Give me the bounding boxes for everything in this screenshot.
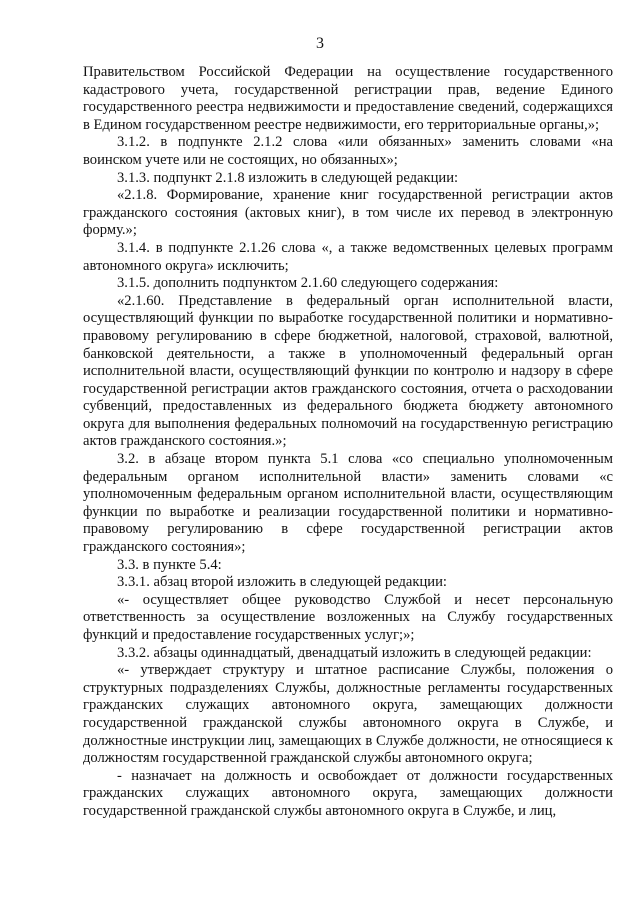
paragraph-3-1-2: 3.1.2. в подпункте 2.1.2 слова «или обязанных» заменить словами «на воинском учете или не состоящих, но обязанных»;: [83, 134, 613, 168]
paragraph-2-1-60: «2.1.60. Представление в федеральный орган исполнительной власти, осуществляющий функции по выработке государственной политики и нормативно-правовому регулированию в сфере бюджетной, налоговой, страховой, валютной, банковской деятельности, а также в уполномоченный федеральный орган исполнительной власти, осуществляющий функции по контролю и надзору в сфере государственной регистрации актов гражданского состояния, отчета о расходовании субвенций, предоставленных из федерального бюджета бюджету автономного округа для выполнения федеральных полномочий на государственную регистрацию актов гражданского состояния.»;: [83, 292, 613, 450]
paragraph-3-3-2: 3.3.2. абзацы одиннадцатый, двенадцатый изложить в следующей редакции:: [117, 644, 592, 661]
paragraph-appointment: - назначает на должность и освобождает от должности государственных гражданских служащих автономного округа, замещающих должности государственной гражданской службы автономного округа в Службе, и лиц,: [83, 767, 613, 819]
document-body: [83, 64, 613, 821]
paragraph-quote-structure: «- утверждает структуру и штатное расписание Службы, положения о структурных подразделениях Службы, должностные регламенты государственных гражданских служащих автономного округа, замещающих должности государственной гражданской службы автономного округа в Службе, и должностные инструкции лиц, замещающих в Службе должности, не относящиеся к должностям государственной гражданской службы автономного округа;: [83, 662, 613, 767]
paragraph-3-1-5: 3.1.5. дополнить подпунктом 2.1.60 следующего содержания:: [117, 275, 499, 292]
paragraph-3-2: 3.2. в абзаце втором пункта 5.1 слова «со специально уполномоченным федеральным органом исполнительной власти» заменить словами «с уполномоченным федеральным органом исполнительной власти, осуществляющим функции по выработке и реализации государственной политики и нормативно-правовому регулированию в сфере государственной регистрации актов гражданского состояния»;: [83, 451, 613, 556]
paragraph-3-1-3: 3.1.3. подпункт 2.1.8 изложить в следующей редакции:: [117, 169, 459, 186]
paragraph-2-1-8: «2.1.8. Формирование, хранение книг государственной регистрации актов гражданского состояния (актовых книг), в том числе их перевод в электронную форму.»;: [83, 187, 613, 239]
paragraph-3-1-4: 3.1.4. в подпункте 2.1.26 слова «, а также ведомственных целевых программ автономного округа» исключить;: [83, 239, 613, 274]
paragraph-3-3: 3.3. в пункте 5.4:: [117, 556, 222, 573]
paragraph-continuation: Правительством Российской Федерации на осуществление государственного кадастрового учета, государственной регистрации прав, ведение Единого государственного реестра недвижимости и предоставление сведений, содержащихся в Едином государственном реестре недвижимости, его территориальные органы,»;: [83, 64, 613, 133]
page-number: 3: [316, 35, 324, 52]
paragraph-quote-general-management: «- осуществляет общее руководство Службой и несет персональную ответственность за осуществление возложенных на Службу государственных функций и предоставление государственных услуг;»;: [83, 591, 613, 643]
paragraph-3-3-1: 3.3.1. абзац второй изложить в следующей редакции:: [117, 574, 447, 591]
